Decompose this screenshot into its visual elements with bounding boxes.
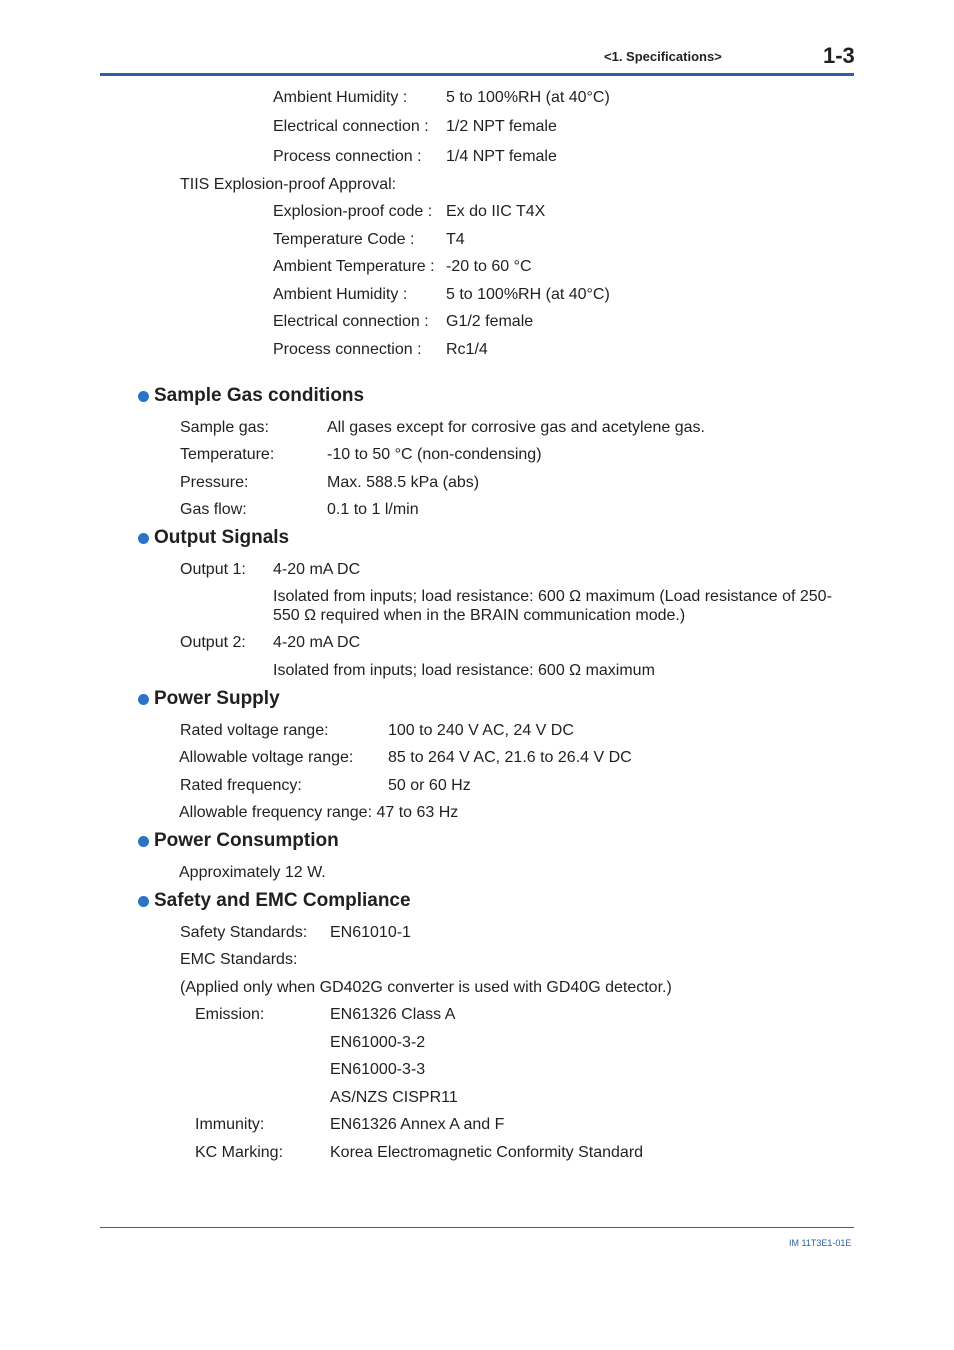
page-number: 1-3 [823, 43, 855, 68]
allowable-voltage-label: Allowable voltage range: [179, 749, 354, 766]
tiis-humidity-label: Ambient Humidity : [273, 286, 408, 303]
electrical-connection-label: Electrical connection : [273, 118, 429, 135]
heading-output-signals: Output Signals [154, 527, 290, 548]
bullet-icon [138, 533, 149, 544]
chapter-title: <1. Specifications> [604, 49, 722, 64]
safety-standards-value: EN61010-1 [330, 924, 411, 941]
tiis-process-label: Process connection : [273, 341, 422, 358]
heading-power-consumption: Power Consumption [154, 830, 339, 851]
document-id: IM 11T3E1-01E [789, 1238, 852, 1248]
rated-frequency-label: Rated frequency: [180, 777, 302, 794]
gas-pressure-label: Pressure: [180, 474, 249, 491]
gas-temperature-label: Temperature: [180, 446, 275, 463]
safety-standards-label: Safety Standards: [180, 924, 308, 941]
gas-temperature-value: -10 to 50 °C (non-condensing) [327, 446, 542, 463]
allowable-frequency: Allowable frequency range: 47 to 63 Hz [179, 804, 459, 821]
emission-value: EN61326 Class A [330, 1006, 456, 1023]
humidity-label: Ambient Humidity : [273, 89, 408, 106]
heading-compliance: Safety and EMC Compliance [154, 890, 411, 911]
immunity-value: EN61326 Annex A and F [330, 1116, 505, 1133]
tiis-humidity-value: 5 to 100%RH (at 40°C) [446, 286, 610, 303]
bullet-icon [138, 896, 149, 907]
sample-gas-label: Sample gas: [180, 419, 269, 436]
heading-power-supply: Power Supply [154, 688, 280, 709]
rated-voltage-label: Rated voltage range: [180, 722, 329, 739]
gas-pressure-value: Max. 588.5 kPa (abs) [327, 474, 480, 491]
bullet-icon [138, 391, 149, 402]
tiis-ambient-temp-value: -20 to 60 °C [446, 258, 532, 275]
tiis-code-value: Ex do IIC T4X [446, 203, 546, 220]
tiis-temp-code-value: T4 [446, 231, 465, 248]
tiis-code-label: Explosion-proof code : [273, 203, 433, 220]
tiis-temp-code-label: Temperature Code : [273, 231, 415, 248]
tiis-electrical-value: G1/2 female [446, 313, 534, 330]
footer-rule [100, 1227, 854, 1228]
header-rule [100, 73, 854, 76]
tiis-process-value: Rc1/4 [446, 341, 488, 358]
emission-value: EN61000-3-3 [330, 1061, 426, 1078]
rated-voltage-value: 100 to 240 V AC, 24 V DC [388, 722, 574, 739]
output1-label: Output 1: [180, 561, 246, 578]
rated-frequency-value: 50 or 60 Hz [388, 777, 471, 794]
output1-note-line1: Isolated from inputs; load resistance: 600 Ω maximum (Load resistance of 250- [273, 588, 832, 605]
tiis-ambient-temp-label: Ambient Temperature : [273, 258, 435, 275]
immunity-label: Immunity: [195, 1116, 265, 1133]
heading-sample-gas: Sample Gas conditions [154, 385, 365, 406]
tiis-title: TIIS Explosion-proof Approval: [180, 176, 397, 193]
sample-gas-value: All gases except for corrosive gas and acetylene gas. [327, 419, 705, 436]
gas-flow-label: Gas flow: [180, 501, 247, 518]
process-connection-label: Process connection : [273, 148, 422, 165]
process-connection-value: 1/4 NPT female [446, 148, 557, 165]
output2-value: 4-20 mA DC [273, 634, 361, 651]
kc-marking-value: Korea Electromagnetic Conformity Standard [330, 1144, 644, 1161]
output1-note-line2: 550 Ω required when in the BRAIN communication mode.) [273, 607, 686, 624]
output2-label: Output 2: [180, 634, 246, 651]
emission-value: AS/NZS CISPR11 [330, 1089, 458, 1106]
allowable-voltage-value: 85 to 264 V AC, 21.6 to 26.4 V DC [388, 749, 632, 766]
power-consumption-value: Approximately 12 W. [179, 864, 326, 881]
bullet-icon [138, 694, 149, 705]
humidity-value: 5 to 100%RH (at 40°C) [446, 89, 610, 106]
emc-standards-label: EMC Standards: [180, 951, 298, 968]
emission-label: Emission: [195, 1006, 265, 1023]
emission-value: EN61000-3-2 [330, 1034, 426, 1051]
output2-note: Isolated from inputs; load resistance: 600 Ω maximum [273, 662, 655, 679]
electrical-connection-value: 1/2 NPT female [446, 118, 557, 135]
output1-value: 4-20 mA DC [273, 561, 361, 578]
emc-note: (Applied only when GD402G converter is used with GD40G detector.) [180, 979, 672, 996]
gas-flow-value: 0.1 to 1 l/min [327, 501, 419, 518]
kc-marking-label: KC Marking: [195, 1144, 284, 1161]
tiis-electrical-label: Electrical connection : [273, 313, 429, 330]
bullet-icon [138, 836, 149, 847]
